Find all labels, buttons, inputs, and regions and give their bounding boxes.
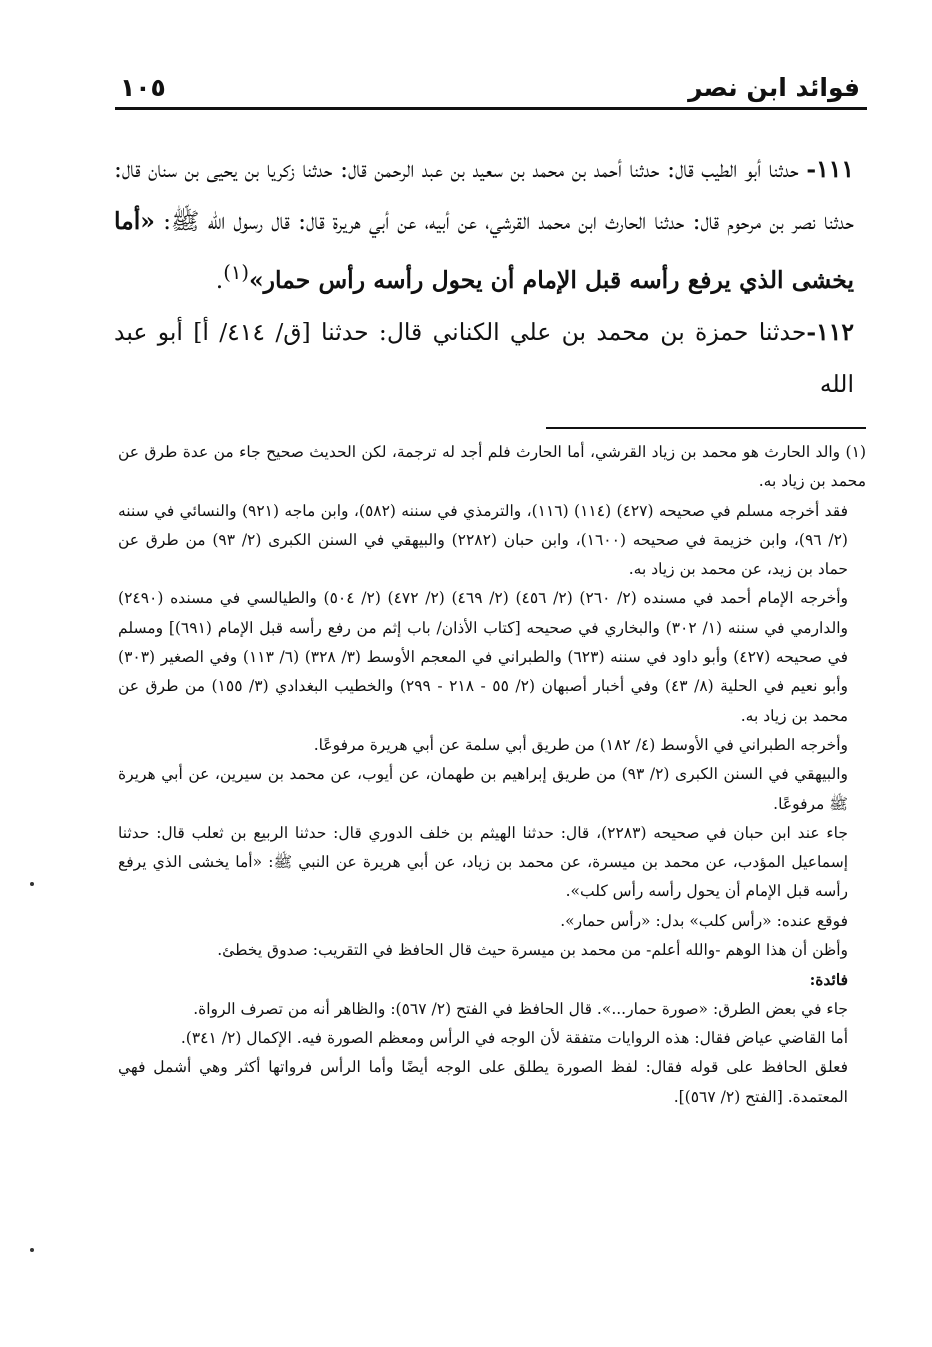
footnote-rule bbox=[546, 427, 866, 429]
scan-mark bbox=[30, 1248, 34, 1252]
footnote-paragraph: وأخرجه الطبراني في الأوسط (٤/ ١٨٢) من طريق أبي سلمة عن أبي هريرة مرفوعًا. bbox=[313, 735, 848, 754]
paragraph-111 bbox=[114, 143, 854, 306]
footnote-paragraph: فعلق الحافظ على قوله فقال: لفظ الصورة يطلق على الوجه أيضًا وأما الرأس فرواتها أكثر وهي أشمل فهي المعتمدة. [الفتح (٢/ ٥٦٧)]. bbox=[118, 1058, 848, 1106]
footnote-paragraph: وأظن أن هذا الوهم -والله أعلم- من محمد بن ميسرة حيث قال الحافظ في التقريب: صدوق يخطئ. bbox=[217, 941, 848, 960]
footnote-paragraph: أما القاضي عياض فقال: هذه الروايات متفقة لأن الوجه في الرأس ومعظم الصورة فيه. الإكمال (٢/ ٣٤١). bbox=[180, 1028, 848, 1047]
paragraph-112 bbox=[114, 306, 854, 410]
footnote-paragraph: فوقع عنده: «رأس كلب» بدل: «رأس حمار». bbox=[560, 911, 848, 930]
scan-mark bbox=[30, 882, 34, 886]
footnote-paragraph: فقد أخرجه مسلم في صحيحه (٤٢٧) (١١٤) (١١٦)، والترمذي في سننه (٥٨٢)، وابن ماجه (٩٢١) والنسائي في سننه (٢/ ٩٦)، وابن خزيمة في صحيحه (١٦٠٠)، وابن حبان (٢٢٨٢) والبيهقي في السنن الكبرى (٢/ ٩٣) من طرق عن حماد بن زيد، عن محمد بن زياد به. bbox=[118, 501, 848, 579]
footnote-paragraph: وأخرجه الإمام أحمد في مسنده (٢/ ٢٦٠) (٢/ ٤٥٦) (٢/ ٤٦٩) (٢/ ٤٧٢) (٢/ ٥٠٤) والطيالسي في مسنده (٢٤٩٠) والدارمي في سننه (١/ ٣٠٢) والبخاري في صحيحه [كتاب الأذان/ باب إثم من رفع رأسه قبل الإمام (٦٩١)] ومسلم في صحيحه (٤٢٧) وأبو داود في سننه (٦٢٣) والطبراني في المعجم الأوسط (٣/ ٣٢٨) (٦/ ١١٣) وفي الصغير (٣٠٣) وأبو نعيم في الحلية (٨/ ٤٣) وفي أخبار أصبهان (٢/ ٥٥ - ٢١٨ - ٢٩٩) والخطيب البغدادي (٣/ ١٥٥) من طرق عن محمد بن زياد به. bbox=[118, 589, 848, 725]
footnote-paragraph: والبيهقي في السنن الكبرى (٢/ ٩٣) من طريق إبراهيم بن طهمان، عن أيوب، عن محمد بن سيرين، عن أبي هريرة ﷺ مرفوعًا. bbox=[118, 765, 848, 813]
hadith-text-111: «أما يخشى الذي يرفع رأسه قبل الإمام أن يحول رأسه رأس حمار» bbox=[114, 207, 854, 294]
footnote-heading: فائدة: bbox=[809, 970, 848, 990]
isnad-111: حدثنا أبو الطيب قال: حدثنا أحمد بن محمد بن سعيد بن عبد الرحمن قال: حدثنا زكريا بن يحيى بن سنان قال: حدثنا نصر بن مرحوم قال: حدثنا الحارث ابن محمد القرشي، عن أبيه، عن أبي هريرة قال: قال رسول الله ﷺ: bbox=[114, 155, 854, 235]
isnad-112: حدثنا حمزة بن محمد بن علي الكناني قال: حدثنا [ق/ ٤١٤/ أ] أبو عبد الله bbox=[114, 317, 854, 398]
footnote-paragraph: جاء عند ابن حبان في صحيحه (٢٢٨٣)، قال: حدثنا الهيثم بن خلف الدوري قال: حدثنا الربيع بن ثعلب قال: حدثنا إسماعيل المؤدب، عن محمد بن ميسرة، عن محمد بن زياد، عن أبي هريرة عن النبي ﷺ: «أما يخشى الذي يرفع رأسه قبل الإمام أن يحول رأسه رأس كلب». bbox=[118, 823, 848, 901]
paragraph-111-end: . bbox=[215, 265, 224, 294]
page-header bbox=[120, 62, 860, 102]
main-text bbox=[114, 143, 854, 410]
item-number-111: ١١١- bbox=[806, 155, 854, 183]
footnote-1: (١) والد الحارث هو محمد بن زياد القرشي، أما الحارث فلم أجد له ترجمة، لكن الحديث صحيح جاء من عدة طرق عن محمد بن زياد به. bbox=[118, 443, 866, 491]
running-title: فوائد ابن نصر bbox=[688, 73, 860, 102]
footnote-ref-1[interactable]: (١) bbox=[223, 261, 249, 284]
header-rule bbox=[115, 107, 867, 110]
footnote-paragraph: جاء في بعض الطرق: «صورة حمار...». قال الحافظ في الفتح (٢/ ٥٦٧): والظاهر أنه من تصرف الرواة. bbox=[193, 999, 848, 1018]
item-number-112: ١١٢- bbox=[806, 317, 855, 346]
footnotes bbox=[118, 438, 866, 1112]
page-number: ١٠٥ bbox=[120, 73, 166, 102]
